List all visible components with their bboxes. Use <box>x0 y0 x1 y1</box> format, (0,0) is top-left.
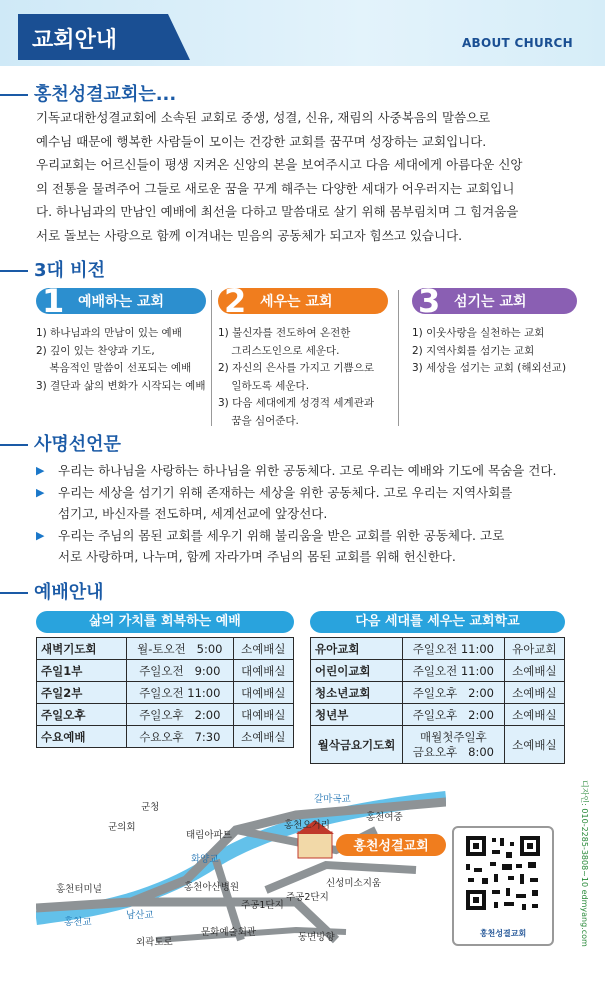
church-building-icon <box>298 832 332 858</box>
worship-table-left <box>36 611 294 748</box>
map-label: 갈마곡교 <box>314 794 351 805</box>
intro-line: 기독교대한성결교회에 소속된 교회로 중생, 성결, 신유, 재림의 사중복음의 말씀으로 <box>36 110 491 125</box>
map-label: 주공2단지 <box>286 892 329 903</box>
worship-table <box>36 637 294 748</box>
worship-heading: 예배안내 <box>0 578 104 604</box>
table-row: 주일2부 주일오전 11:00 대예배실 <box>37 682 294 704</box>
map-label: 군의회 <box>108 822 136 833</box>
table-row: 수요예배 수요오후 7:30 소예배실 <box>37 726 294 748</box>
vision-number: 3 <box>418 282 441 320</box>
map-label: 태림아파트 <box>186 830 232 841</box>
table-row: 주일1부 주일오전 9:00 대예배실 <box>37 660 294 682</box>
mission-item: ▶ 우리는 세상을 섬기기 위해 존재하는 세상을 위한 공동체다. 고로 우리는 지역사회를 섬기고, 바신자를 전도하며, 세계선교에 앞장선다. <box>36 482 586 524</box>
worship-table-right <box>310 611 565 764</box>
map-label: 화양교 <box>191 854 219 865</box>
table-row: 어린이교회 주일오전 11:00 소예배실 <box>311 660 565 682</box>
intro-line: 예수님 때문에 행복한 사람들이 모이는 건강한 교회를 꿈꾸며 성장하는 교회입니다. <box>36 133 487 149</box>
mission-item: ▶ 우리는 하나님을 사랑하는 하나님을 위한 공동체다. 고로 우리는 예배와 기도에 목숨을 건다. <box>36 460 586 481</box>
vision-pill: 2 세우는 교회 <box>218 288 388 314</box>
map-label: 홍천교 <box>64 917 92 928</box>
table-caption: 삶의 가치를 회복하는 예배 <box>36 611 294 633</box>
qr-caption: 홍천성결교회 <box>479 929 527 938</box>
map-label: 외곽도로 <box>136 937 173 948</box>
map-label: 홍천여중 <box>366 812 403 823</box>
map-label: 신성미소지움 <box>326 878 382 889</box>
intro-line: 서로 돌보는 사랑으로 함께 이겨내는 믿음의 공동체가 되고자 힘쓰고 있습니다. <box>36 227 463 243</box>
map-label: 동면방향 <box>298 932 335 943</box>
table-row: 유아교회 주일오전 11:00 유아교회 <box>311 638 565 660</box>
table-row: 새벽기도회 월-토오전 5:00 소예배실 <box>37 638 294 660</box>
table-row: 청년부 주일오후 2:00 소예배실 <box>311 704 565 726</box>
map-label: 남산교 <box>126 910 154 921</box>
vision-heading: 3대 비전 <box>0 256 105 282</box>
table-caption: 다음 세대를 세우는 교회학교 <box>310 611 565 633</box>
location-map <box>36 790 446 960</box>
table-row: 월삭금요기도회 매월첫주일후 금요오후 8:00 소예배실 <box>311 726 565 764</box>
intro-line: 의 전통을 물려주어 그들로 새로운 꿈을 꾸게 해주는 다양한 세대가 어우러지는 교회입니 <box>36 180 515 196</box>
vision-list: 1) 하나님과의 만남이 있는 예배 2) 깊이 있는 찬양과 기도, 복음적인 말씀이 선포되는 예배 3) 결단과 삶의 변화가 시작되는 예배 <box>36 327 206 392</box>
qr-code-card[interactable] <box>452 826 554 946</box>
vision-list: 1) 이웃사랑을 실천하는 교회 2) 지역사회를 섬기는 교회 3) 세상을 섬기는 교회 (해외선교) <box>412 327 567 374</box>
table-row: 주일오후 주일오후 2:00 대예배실 <box>37 704 294 726</box>
page-subtitle-en: ABOUT CHURCH <box>461 36 573 50</box>
vision-card-1 <box>36 282 206 428</box>
vision-card-3 <box>412 282 577 428</box>
mission-list <box>36 460 586 568</box>
map-label: 주공1단지 <box>241 900 284 911</box>
mission-heading: 사명선언문 <box>0 430 121 456</box>
vision-pill: 1 예배하는 교회 <box>36 288 206 314</box>
intro-line: 다. 하나님과의 만남인 예배에 최선을 다하고 말씀대로 살기 위해 몸부림치며 그 힘겨움을 <box>36 204 519 219</box>
map-label: 군청 <box>141 802 160 813</box>
vision-divider <box>211 290 212 426</box>
designer-credit: 디자인: 010-2285-3808~10 edmyang.com <box>580 780 589 947</box>
map-label: 홍천터미널 <box>56 884 102 895</box>
vision-pill: 3 섬기는 교회 <box>412 288 577 314</box>
map-label: 홍천아산병원 <box>184 882 240 893</box>
intro-heading: 홍천성결교회는... <box>0 80 176 106</box>
page-title: 교회안내 <box>18 14 168 60</box>
vision-list: 1) 불신자를 전도하여 온전한 그리스도인으로 세운다. 2) 자신의 은사를 가지고 기쁨으로 일하도록 세운다. 3) 다음 세대에게 성경적 세계관과 꿈을 심어준다. <box>218 327 374 427</box>
church-label: 홍천성결교회 <box>353 839 429 854</box>
heading-bar <box>0 94 28 96</box>
school-table <box>310 637 565 764</box>
vision-number: 2 <box>224 282 247 320</box>
vision-card-2 <box>218 282 388 428</box>
vision-divider <box>398 290 399 426</box>
map-label: 문화예술회관 <box>201 927 257 938</box>
mission-item: ▶ 우리는 주님의 몸된 교회를 세우기 위해 불리움을 받은 교회를 위한 공동체다. 고로 서로 사랑하며, 나누며, 함께 자라가며 주님의 몸된 교회를 위해 헌신한다. <box>36 525 586 567</box>
map-label: 홍천오거리 <box>284 820 330 831</box>
page-header <box>0 0 605 66</box>
vision-number: 1 <box>42 282 65 320</box>
table-row: 청소년교회 주일오후 2:00 소예배실 <box>311 682 565 704</box>
qr-code-icon <box>454 828 552 924</box>
intro-line: 우리교회는 어르신들이 평생 지켜온 신앙의 본을 보여주시고 다음 세대에게 아름다운 신앙 <box>36 157 523 172</box>
intro-paragraph <box>36 106 581 247</box>
